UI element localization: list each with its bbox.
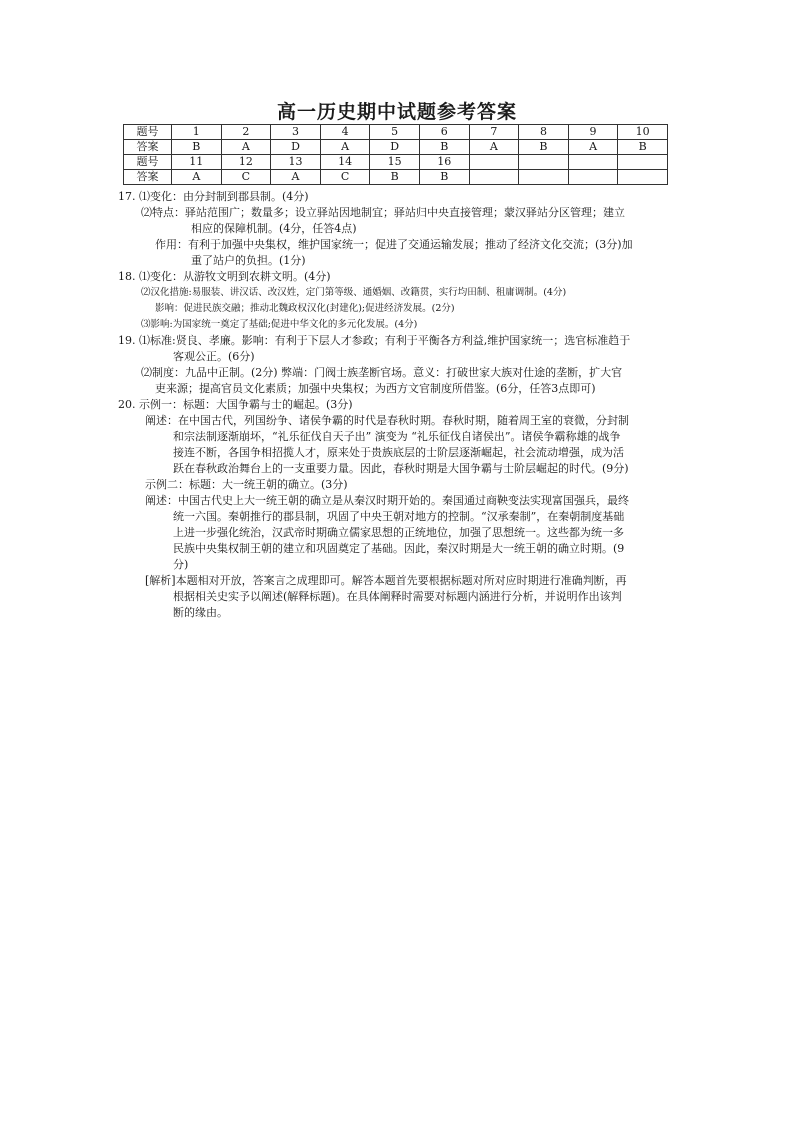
answer-table-cell: B <box>172 140 222 155</box>
q20-line-14: 断的缘由。 <box>173 606 228 619</box>
q20-line-3: 和宗法制逐渐崩坏，“礼乐征伐自天子出” 演变为 “礼乐征伐自诸侯出”。诸侯争霸称雄的战争 <box>173 430 621 443</box>
answer-table-cell: 11 <box>172 155 222 170</box>
answer-table-cell: B <box>519 140 569 155</box>
q20-line-6: 示例二：标题：大一统王朝的确立。(3分) <box>145 478 348 491</box>
answer-table-cell: 15 <box>370 155 420 170</box>
q20-line-1: 20. 示例一：标题：大国争霸与士的崛起。(3分) <box>118 398 353 411</box>
answer-table-cell: 3 <box>271 125 321 140</box>
answer-table <box>123 124 668 185</box>
answer-table-cell: A <box>172 170 222 185</box>
q20-line-13: 根据相关史实予以阐述(解释标题)。在具体阐释时需要对标题内涵进行分析，并说明作出该判 <box>173 590 622 603</box>
answer-table-cell <box>519 155 569 170</box>
answer-table-cell <box>469 155 519 170</box>
answer-table-cell: D <box>370 140 420 155</box>
q19-line-3: ⑵制度：九品中正制。(2分) 弊端：门阀士族垄断官场。意义：打破世家大族对仕途的垄断，扩大官 <box>141 366 623 379</box>
answer-table-row <box>124 155 668 170</box>
answer-table-cell: B <box>370 170 420 185</box>
answer-table-cell: B <box>419 170 469 185</box>
answer-table-cell <box>469 170 519 185</box>
q17-line-5: 重了站户的负担。(1分) <box>191 254 306 267</box>
q20-line-12: [解析]本题相对开放，答案言之成理即可。解答本题首先要根据标题对所对应时期进行准确判断，再 <box>145 574 627 587</box>
answer-content <box>118 189 678 621</box>
q20-line-4: 接连不断，各国争相招揽人才，原来处于贵族底层的士阶层逐渐崛起，社会流动增强，成为活 <box>173 446 624 459</box>
answer-table-row <box>124 125 668 140</box>
answer-table-cell: 8 <box>519 125 569 140</box>
q17-line-2: ⑵特点：驿站范围广；数量多；设立驿站因地制宜；驿站归中央直接管理；蒙汉驿站分区管理；建立 <box>141 206 625 219</box>
answer-table-cell: 9 <box>568 125 618 140</box>
q20-line-8: 统一六国。秦朝推行的郡县制，巩固了中央王朝对地方的控制。“汉承秦制”，在秦朝制度基础 <box>173 510 625 523</box>
q20-line-11: 分) <box>173 558 189 571</box>
answer-table-cell: A <box>568 140 618 155</box>
q19-line-1: 19. ⑴标准:贤良、孝廉。影响：有利于下层人才参政；有利于平衡各方利益,维护国家统一；选官标准趋于 <box>118 334 631 347</box>
q18-line-3: 影响：促进民族交融；推动北魏政权汉化(封建化);促进经济发展。(2分) <box>155 303 455 314</box>
answer-table-cell: 5 <box>370 125 420 140</box>
q18-line-1: 18. ⑴变化：从游牧文明到农耕文明。(4分) <box>118 270 331 283</box>
answer-table-cell: 1 <box>172 125 222 140</box>
answer-table-row-header: 题号 <box>124 155 172 170</box>
answer-table-cell <box>568 155 618 170</box>
answer-table-cell: 10 <box>618 125 668 140</box>
answer-table-cell <box>519 170 569 185</box>
q18-line-4: ⑶影响:为国家统一奠定了基础;促进中华文化的多元化发展。(4分) <box>141 319 418 330</box>
q17-line-3: 相应的保障机制。(4分，任答4点) <box>191 222 357 235</box>
answer-table-cell: 4 <box>320 125 370 140</box>
answer-table-row <box>124 140 668 155</box>
q20-line-9: 上进一步强化统治，汉武帝时期确立儒家思想的正统地位，加强了思想统一。这些都为统一多 <box>173 526 624 539</box>
answer-table-cell: A <box>469 140 519 155</box>
answer-table-cell: C <box>221 170 271 185</box>
q20-line-7: 阐述：中国古代史上大一统王朝的确立是从秦汉时期开始的。秦国通过商鞅变法实现富国强兵，最终 <box>145 494 629 507</box>
q20-line-5: 跃在春秋政治舞台上的一支重要力量。因此，春秋时期是大国争霸与士阶层崛起的时代。(9分) <box>173 462 629 475</box>
answer-table-row-header: 题号 <box>124 125 172 140</box>
answer-table-row-header: 答案 <box>124 140 172 155</box>
q17-line-1: 17. ⑴变化：由分封制到郡县制。(4分) <box>118 190 309 203</box>
answer-table-cell: B <box>618 140 668 155</box>
answer-table-cell: 7 <box>469 125 519 140</box>
answer-table-cell: 12 <box>221 155 271 170</box>
q18-line-2: ⑵汉化措施:易服装、讲汉话、改汉姓，定门第等级、通婚姻、改籍贯，实行均田制、租庸调制。(4分) <box>141 287 567 298</box>
q19-line-2: 客观公正。(6分) <box>173 350 255 363</box>
answer-table-row-header: 答案 <box>124 170 172 185</box>
answer-table-cell: B <box>419 140 469 155</box>
answer-table-cell <box>618 170 668 185</box>
q20-line-10: 民族中央集权制王朝的建立和巩固奠定了基础。因此，秦汉时期是大一统王朝的确立时期。(9 <box>173 542 625 555</box>
answer-table-cell: 13 <box>271 155 321 170</box>
answer-table-cell <box>568 170 618 185</box>
answer-table-cell: D <box>271 140 321 155</box>
page-title: 高一历史期中试题参考答案 <box>276 101 517 123</box>
q19-line-4: 吏来源；提高官员文化素质；加强中央集权；为西方文官制度所借鉴。(6分，任答3点即可) <box>155 382 596 395</box>
answer-table-cell: A <box>221 140 271 155</box>
answer-table-row <box>124 170 668 185</box>
answer-table-cell: 2 <box>221 125 271 140</box>
q20-line-2: 阐述：在中国古代，列国纷争、诸侯争霸的时代是春秋时期。春秋时期，随着周王室的衰微，分封制 <box>145 414 629 427</box>
answer-table-cell <box>618 155 668 170</box>
q17-line-4: 作用：有利于加强中央集权，维护国家统一；促进了交通运输发展；推动了经济文化交流；(3分)加 <box>155 238 633 251</box>
answer-table-cell: A <box>320 140 370 155</box>
answer-table-cell: 14 <box>320 155 370 170</box>
answer-table-cell: 16 <box>419 155 469 170</box>
answer-table-cell: 6 <box>419 125 469 140</box>
answer-table-cell: C <box>320 170 370 185</box>
answer-table-cell: A <box>271 170 321 185</box>
